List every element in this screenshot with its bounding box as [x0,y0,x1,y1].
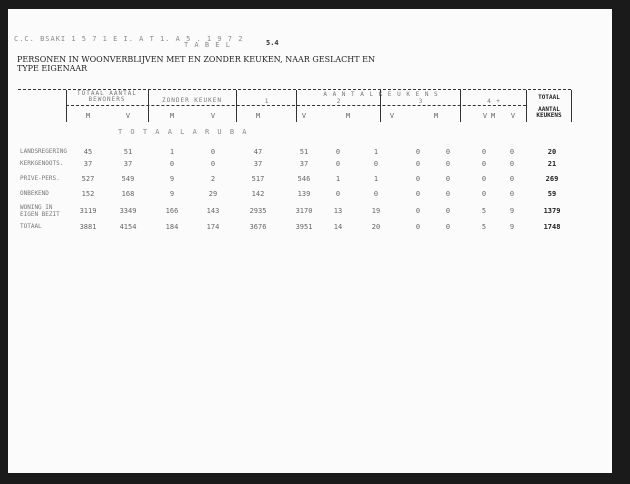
table-cell: 5 [481,207,487,215]
table-cell: 37 [123,160,133,168]
table-cell: 3170 [295,207,313,215]
table-cell: 3881 [79,223,97,231]
table-cell: 45 [83,148,93,156]
gender-header: M [345,112,351,120]
table-cell: 37 [299,160,309,168]
document-page [8,9,612,473]
gender-header: V [510,112,516,120]
table-cell: 0 [169,160,175,168]
table-cell: 4154 [119,223,137,231]
header-sub-3: 3 [418,98,424,105]
table-cell: 9 [169,175,175,183]
header-total-bewoners: TOTAAL AANTAL BEWONERS [77,90,137,103]
row-label: TOTAAL [20,223,42,230]
table-title-line2: TYPE EIGENAAR [17,64,88,73]
row-label: PRIVE-PERS. [20,175,60,182]
header-sub-4plus: 4 + [487,98,501,105]
table-cell: 0 [335,160,341,168]
table-cell: 0 [481,160,487,168]
table-cell: 0 [445,160,451,168]
table-cell: 0 [415,148,421,156]
row-label: WONING IN EIGEN BEZIT [20,204,60,218]
gender-header: M [169,112,175,120]
table-cell: 9 [509,207,515,215]
header-aantal-keukens-total: AANTAL KEUKENS [536,106,562,119]
table-title-line1: PERSONEN IN WOONVERBLIJVEN MET EN ZONDER KEUKEN, NAAR GESLACHT EN [17,55,375,64]
table-number: 5.4 [266,39,279,47]
table-cell: 0 [445,148,451,156]
table-cell: 527 [81,175,95,183]
gender-header: V [301,112,307,120]
divider [148,90,149,122]
table-cell: 47 [253,148,263,156]
table-cell: 168 [121,190,135,198]
table-cell: 0 [415,223,421,231]
table-cell: 184 [165,223,179,231]
gender-header: M [255,112,261,120]
table-cell: 0 [415,190,421,198]
table-cell: 0 [415,160,421,168]
table-cell: 143 [206,207,220,215]
table-cell: 20 [371,223,381,231]
total-cell: 269 [545,175,559,183]
table-cell: 517 [251,175,265,183]
table-cell: 3951 [295,223,313,231]
table-cell: 3349 [119,207,137,215]
total-cell: 21 [547,160,557,168]
table-cell: 0 [445,175,451,183]
table-cell: 0 [415,207,421,215]
table-cell: 3119 [79,207,97,215]
table-cell: 0 [445,190,451,198]
row-label: LANDSREGERING [20,148,67,155]
divider [236,90,237,122]
table-cell: 5 [481,223,487,231]
section-title: T O T A A L A R U B A [118,128,249,136]
table-cell: 3676 [249,223,267,231]
table-cell: 152 [81,190,95,198]
table-cell: 174 [206,223,220,231]
table-cell: 0 [415,175,421,183]
table-cell: 2 [210,175,216,183]
table-cell: 2935 [249,207,267,215]
table-cell: 1 [373,175,379,183]
total-cell: 59 [547,190,557,198]
table-cell: 37 [253,160,263,168]
table-cell: 19 [371,207,381,215]
header-totaal: TOTAAL [538,94,560,101]
table-cell: 0 [509,190,515,198]
header-aantal-keukens: A A N T A L K E U K E N S [323,91,439,98]
table-cell: 14 [333,223,343,231]
table-cell: 0 [481,190,487,198]
table-cell: 0 [481,148,487,156]
table-cell: 0 [509,175,515,183]
table-cell: 1 [169,148,175,156]
total-cell: 1748 [543,223,561,231]
table-cell: 142 [251,190,265,198]
row-label: ONBEKEND [20,190,49,197]
table-cell: 546 [297,175,311,183]
table-cell: 13 [333,207,343,215]
table-cell: 0 [373,160,379,168]
gender-header: V [389,112,395,120]
table-cell: 0 [445,223,451,231]
divider [66,90,67,122]
table-label: T A B E L [184,41,231,49]
table-cell: 549 [121,175,135,183]
header-sub-1: 1 [264,98,270,105]
table-cell: 9 [169,190,175,198]
gender-header: V [482,112,488,120]
table-cell: 0 [335,148,341,156]
table-cell: 29 [208,190,218,198]
table-cell: 1 [335,175,341,183]
table-cell: 0 [335,190,341,198]
table-cell: 51 [123,148,133,156]
table-cell: 0 [509,160,515,168]
table-cell: 9 [509,223,515,231]
gender-header: M [85,112,91,120]
table-cell: 51 [299,148,309,156]
header-reference: C.C. BSAKI 1 5 7 1 E I. A T 1. A 5 . 1 9 7 2 [14,35,244,43]
gender-header: V [125,112,131,120]
table-cell: 37 [83,160,93,168]
table-cell: 0 [210,148,216,156]
row-label: KERKGENOOTS. [20,160,64,167]
gender-header: V [210,112,216,120]
header-zonder-keuken: ZONDER KEUKEN [162,97,222,104]
table-cell: 1 [373,148,379,156]
divider [571,90,572,122]
table-cell: 139 [297,190,311,198]
table-cell: 0 [373,190,379,198]
total-cell: 1379 [543,207,561,215]
table-cell: 0 [210,160,216,168]
gender-header: M [490,112,496,120]
gender-header: M [433,112,439,120]
table-cell: 0 [509,148,515,156]
table-cell: 0 [445,207,451,215]
header-sub-2: 2 [336,98,342,105]
table-cell: 166 [165,207,179,215]
total-cell: 20 [547,148,557,156]
table-cell: 0 [481,175,487,183]
